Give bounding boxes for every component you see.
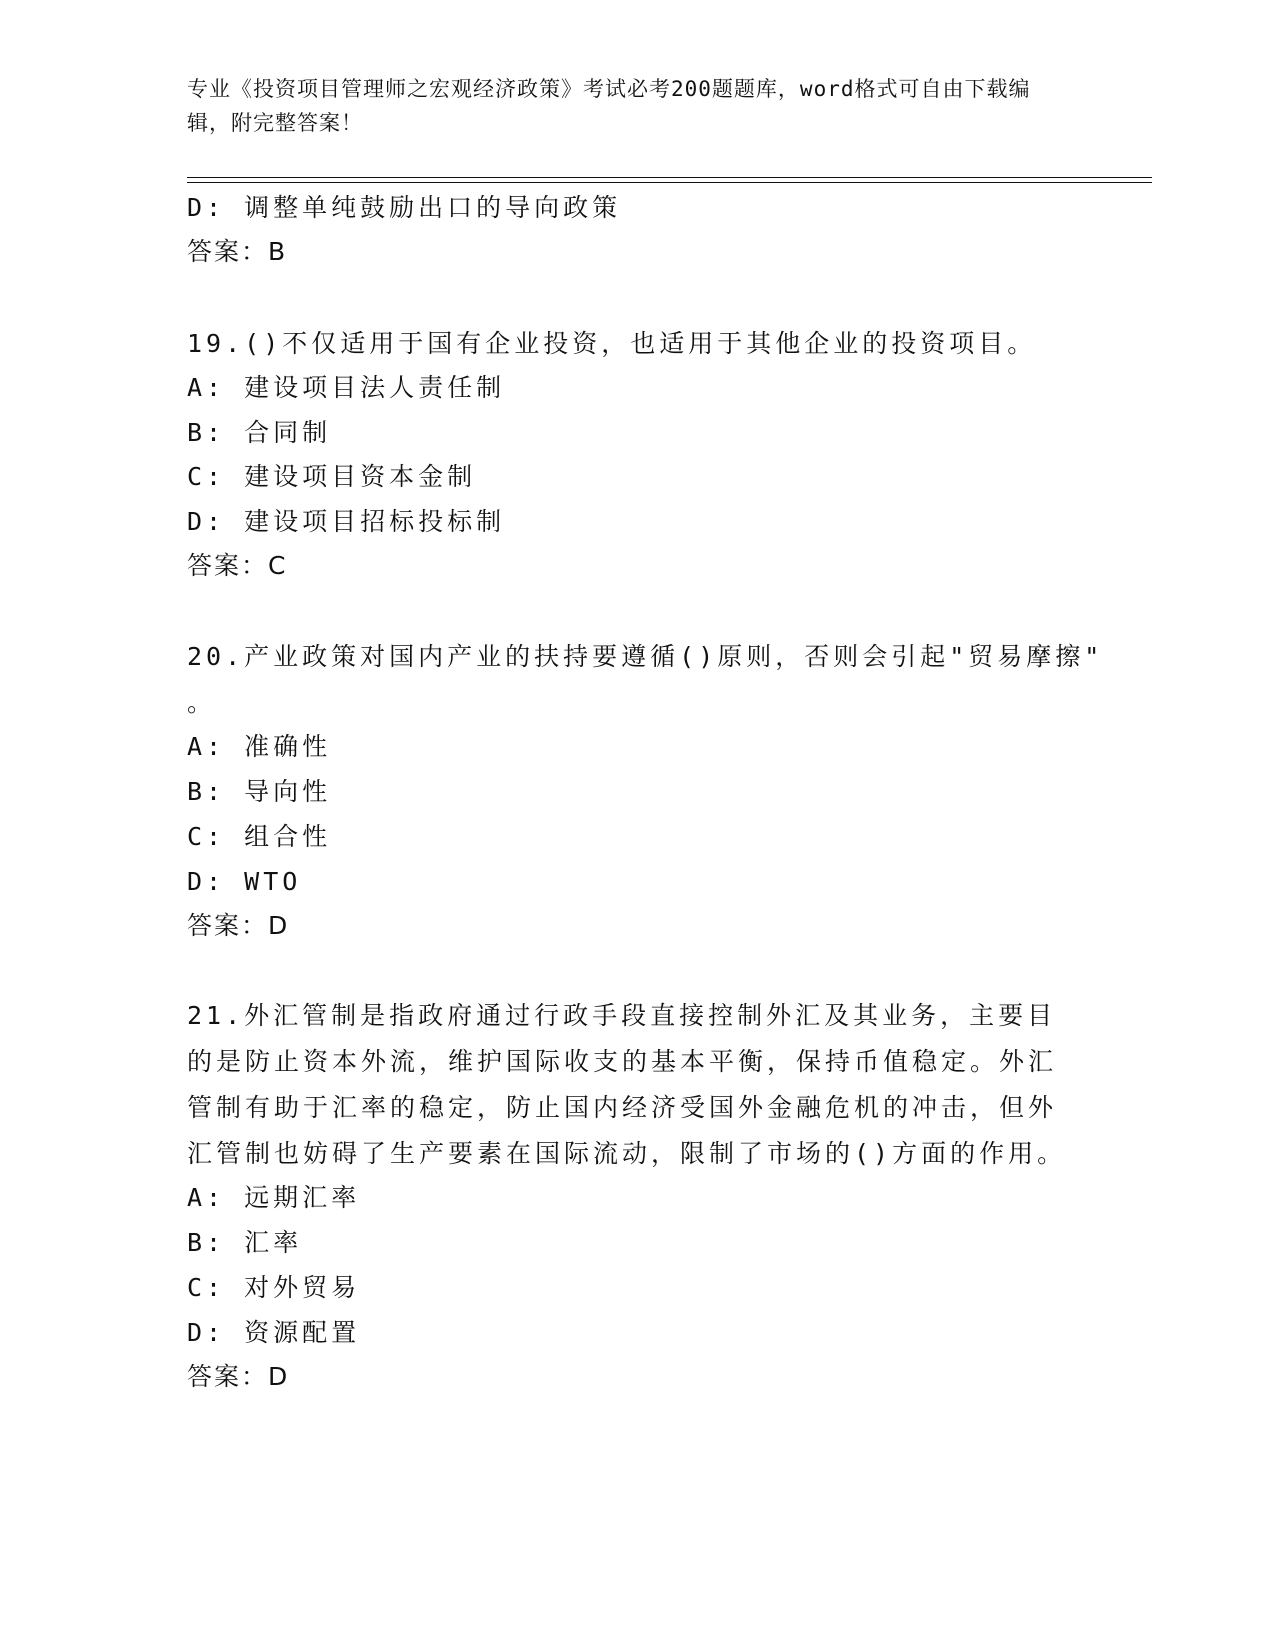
q21-answer: 答案：D [187, 1362, 290, 1391]
q20-answer: 答案：D [187, 911, 290, 940]
q21-option-a: A: 远期汇率 [187, 1183, 361, 1212]
q18-option-d: D: 调整单纯鼓励出口的导向政策 [187, 193, 622, 222]
q19-answer: 答案：C [187, 551, 288, 580]
header-divider-bottom [187, 182, 1152, 183]
q19-stem: 19.()不仅适用于国有企业投资，也适用于其他企业的投资项目。 [187, 329, 1037, 358]
q20-stem-line2: 。 [187, 688, 217, 717]
q19-option-a: A: 建设项目法人责任制 [187, 373, 506, 402]
q20-option-a: A: 准确性 [187, 732, 332, 761]
q20-option-b: B: 导向性 [187, 777, 332, 806]
document-header: 专业《投资项目管理师之宏观经济政策》考试必考200题题库，word格式可自由下载编辑，附完整答案！ [187, 77, 1031, 135]
q20-option-d: D: WTO [187, 867, 302, 896]
q20-option-c: C: 组合性 [187, 822, 332, 851]
q19-option-c: C: 建设项目资本金制 [187, 462, 477, 491]
q18-answer: 答案：B [187, 237, 288, 266]
q19-option-d: D: 建设项目招标投标制 [187, 507, 506, 536]
q20-stem-line1: 20.产业政策对国内产业的扶持要遵循()原则，否则会引起"贸易摩擦" [187, 642, 1104, 671]
header-divider-top [187, 177, 1152, 178]
q21-option-d: D: 资源配置 [187, 1318, 361, 1347]
q19-option-b: B: 合同制 [187, 418, 332, 447]
q21-stem: 21.外汇管制是指政府通过行政手段直接控制外汇及其业务，主要目的是防止资本外流，维护国际收支的基本平衡，保持币值稳定。外汇管制有助于汇率的稳定，防止国内经济受国外金融危机的冲击，但外汇管制也妨碍了生产要素在国际流动，限制了市场的()方面的作用。 [187, 1001, 1067, 1168]
q21-option-c: C: 对外贸易 [187, 1273, 361, 1302]
q21-option-b: B: 汇率 [187, 1228, 303, 1257]
